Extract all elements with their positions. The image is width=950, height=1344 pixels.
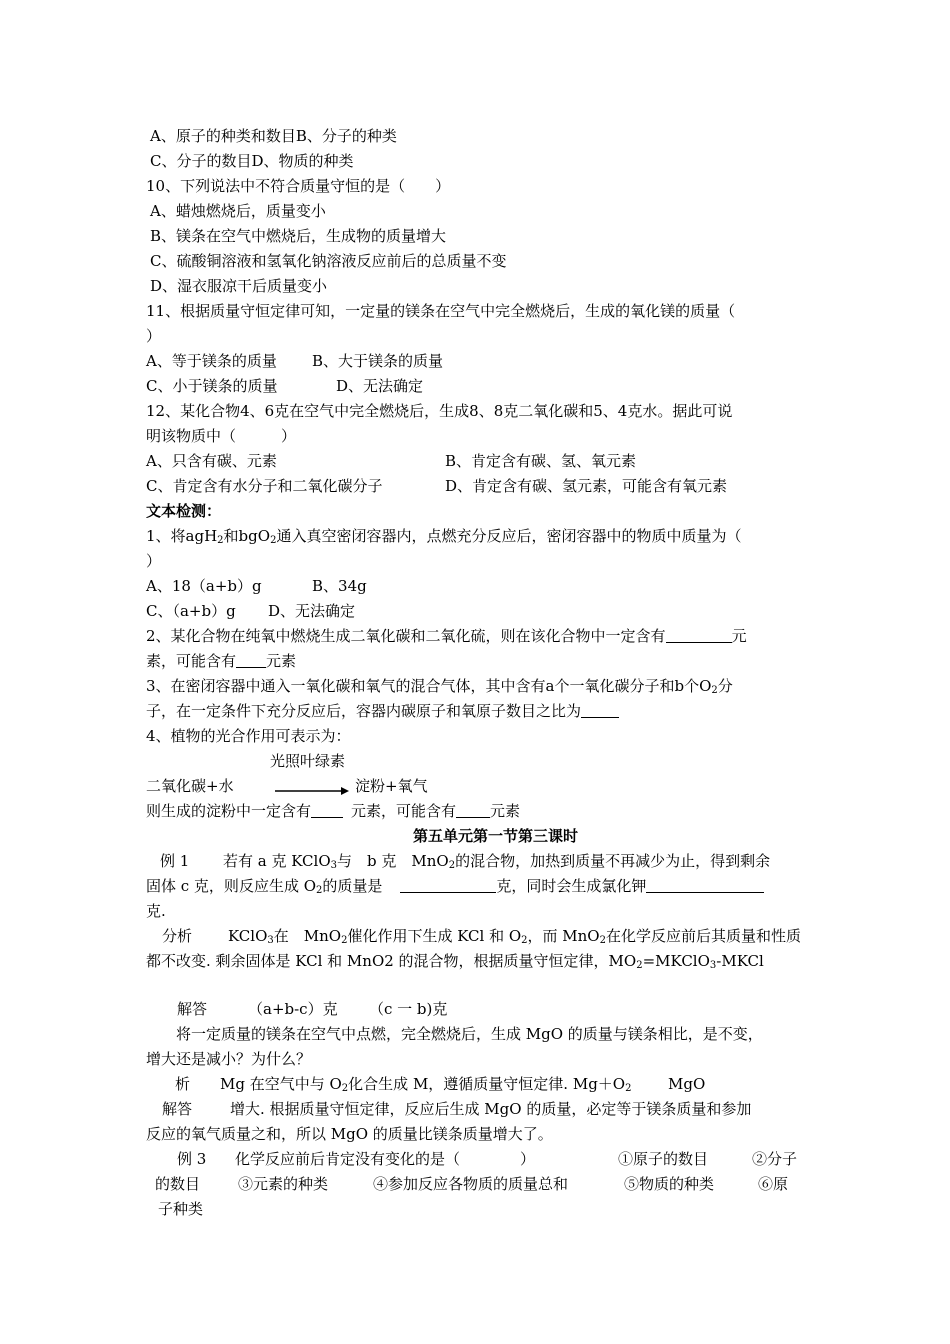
answer-blank	[400, 878, 496, 893]
answer-blank	[311, 803, 343, 818]
example2-line1: 将一定质量的镁条在空气中点燃，完全燃烧后，生成 MgO 的质量与镁条相比，是不变，	[176, 1025, 763, 1043]
q11-option-d: D、无法确定	[336, 377, 424, 395]
answer-blank	[456, 803, 490, 818]
example3-choice-2-cont: 的数目	[155, 1175, 201, 1193]
example1-analysis-label: 分析	[162, 927, 193, 945]
tc-q2-line1: 2、某化合物在纯氧中燃烧生成二氧化碳和二氧化硫，则在该化合物中一定含有 元	[146, 627, 747, 645]
q12-option-a: A、只含有碳、元素	[146, 452, 277, 470]
example2-line2: 增大还是减小？为什么？	[146, 1050, 312, 1068]
q10-option-c: C、硫酸铜溶液和氢氧化钠溶液反应前后的总质量不变	[150, 252, 507, 270]
q9-option-a-b: A、原子的种类和数目B、分子的种类	[150, 127, 397, 145]
q11-option-a: A、等于镁条的质量	[146, 352, 277, 370]
example1-line3: 克.	[146, 902, 166, 920]
text-check-heading: 文本检测：	[146, 502, 222, 520]
tc-q1-option-b: B、34g	[312, 577, 367, 595]
example1-line2: 固体 c 克，则反应生成 $O_2$的质量是 克，同时会生成氯化钾	[146, 876, 764, 896]
q11-option-c: C、小于镁条的质量	[146, 377, 278, 395]
example3-choice-5: ⑤物质的种类	[624, 1175, 715, 1193]
q12-stem-line1: 12、某化合物4、6克在空气中完全燃烧后，生成8、8克二氧化碳和5、4克水。据此可说	[146, 402, 733, 420]
example3-choice-6: ⑥原	[758, 1175, 789, 1193]
example2-answer-line1: 增大. 根据质量守恒定律，反应后生成 MgO 的质量，必定等于镁条质量和参加	[230, 1100, 752, 1118]
example3-choice-6-cont: 子种类	[158, 1200, 204, 1218]
example1-analysis-line2: 都不改变. 剩余固体是 KCl 和 MnO2 的混合物，根据质量守恒定律，$MO_2=MKClO_3$-MKCl	[146, 952, 764, 971]
example2-answer-label: 解答	[162, 1100, 193, 1118]
answer-blank	[666, 628, 732, 643]
tc-q4-reactants: 二氧化碳+水	[146, 777, 234, 795]
answer-blank	[646, 878, 764, 893]
example3-choice-3: ③元素的种类	[238, 1175, 329, 1193]
tc-q4-line3: 则生成的淀粉中一定含有 元素，可能含有 元素	[146, 802, 521, 820]
example1-line1: 若有 a 克 KClO$_3$与 b 克 MnO$_2$的混合物，加热到质量不再减少为止，得到剩余	[223, 852, 771, 871]
tc-q3-line2: 子，在一定条件下充分反应后，容器内碳原子和氧原子数目之比为	[146, 701, 619, 721]
tc-q1-option-c: C、（a+b）g	[146, 602, 236, 620]
example2-analysis-product: MgO	[668, 1075, 706, 1093]
q11-stem-line1: 11、根据质量守恒定律可知，一定量的镁条在空气中完全燃烧后，生成的氧化镁的质量（	[146, 302, 736, 320]
example1-analysis-line1: KClO$_3$在 MnO$_2$催化作用下生成 KCl 和 $O_2$，而 MnO$_2$在化学反应前后其质量和性质	[228, 927, 801, 946]
q11-stem-line2: ）	[146, 327, 162, 345]
example3-choice-2: ②分子	[752, 1150, 798, 1168]
q11-option-b: B、大于镁条的质量	[312, 352, 444, 370]
tc-q1-close: ）	[146, 552, 162, 570]
tc-q4-condition: 光照叶绿素	[270, 752, 346, 770]
tc-q1-option-d: D、无法确定	[268, 602, 356, 620]
q9-option-c-d: C、分子的数目D、物质的种类	[150, 152, 354, 170]
q10-option-d: D、湿衣服凉干后质量变小	[150, 277, 328, 295]
example3-choice-4: ④参加反应各物质的质量总和	[373, 1175, 569, 1193]
q10-option-a: A、蜡烛燃烧后，质量变小	[150, 202, 326, 220]
example3-stem: 化学反应前后肯定没有变化的是（ ）	[235, 1150, 536, 1168]
example2-answer-line2: 反应的氧气质量之和，所以 MgO 的质量比镁条质量增大了。	[146, 1125, 553, 1143]
example3-choice-1: ①原子的数目	[618, 1150, 709, 1168]
example1-answer-part2: （c 一 b)克	[369, 1000, 448, 1018]
answer-blank	[236, 653, 266, 668]
tc-q4-line1: 4、植物的光合作用可表示为：	[146, 727, 351, 745]
example2-analysis-label: 析	[175, 1075, 191, 1093]
q12-option-b: B、肯定含有碳、氢、氧元素	[445, 452, 637, 470]
example1-label: 例 1	[160, 852, 190, 870]
reaction-arrow-icon	[275, 786, 349, 796]
q10-stem: 10、下列说法中不符合质量守恒的是（ ）	[146, 177, 451, 195]
q12-option-d: D、肯定含有碳、氢元素，可能含有氧元素	[445, 477, 728, 495]
tc-q1-option-a: A、18（a+b）g	[146, 577, 262, 595]
example1-answer-label: 解答	[177, 1000, 208, 1018]
example1-answer-part1: （a+b-c）克	[248, 1000, 338, 1018]
example3-label: 例 3	[177, 1150, 207, 1168]
section-title: 第五单元第一节第三课时	[413, 827, 579, 845]
answer-blank	[581, 703, 619, 718]
example2-analysis: Mg 在空气中与 $O_2$化合生成 M，遵循质量守恒定律. $Mg+O_2$	[220, 1075, 632, 1094]
q10-option-b: B、镁条在空气中燃烧后，生成物的质量增大	[150, 227, 447, 245]
q12-option-c: C、肯定含有水分子和二氧化碳分子	[146, 477, 383, 495]
q12-stem-line2: 明该物质中（ ）	[146, 427, 297, 445]
tc-q2-line2: 素，可能含有 元素	[146, 652, 297, 670]
tc-q4-products: 淀粉+氧气	[355, 777, 428, 795]
tc-q3-line1: 3、在密闭容器中通入一氧化碳和氧气的混合气体，其中含有a个一氧化碳分子和b个$O_2$分	[146, 677, 733, 696]
tc-q1-stem: 1、将agH$_2$和bgO$_2$通入真空密闭容器内，点燃充分反应后，密闭容器中的物质中质量为（	[146, 527, 742, 546]
